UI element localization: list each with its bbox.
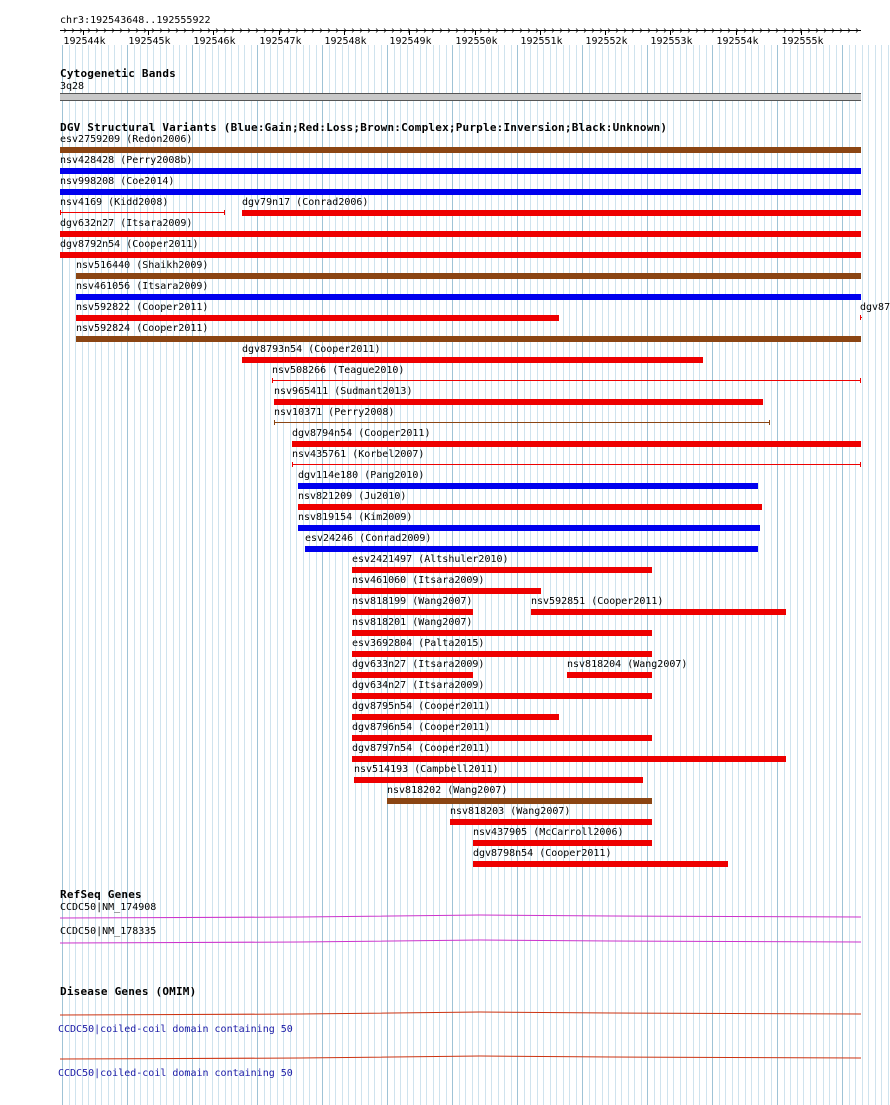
dgv-feature-label[interactable]: nsv428428 (Perry2008b) bbox=[60, 155, 193, 166]
ruler-tick-label: 192552k bbox=[585, 36, 628, 47]
dgv-feature-label[interactable]: nsv998208 (Coe2014) bbox=[60, 176, 175, 187]
ruler-tick-label: 192550k bbox=[455, 36, 498, 47]
position-label: chr3:192543648..192555922 bbox=[60, 15, 211, 26]
dgv-feature-label[interactable]: nsv818202 (Wang2007) bbox=[387, 785, 508, 796]
dgv-feature-label[interactable]: nsv437905 (McCarroll2006) bbox=[473, 827, 624, 838]
ruler-tick-label: 192551k bbox=[520, 36, 563, 47]
refseq-gene-label-2[interactable]: CCDC50|NM_178335 bbox=[60, 926, 157, 937]
omim-track-title[interactable]: Disease Genes (OMIM) bbox=[60, 985, 197, 998]
dgv-feature-label[interactable]: dgv632n27 (Itsara2009) bbox=[60, 218, 193, 229]
dgv-feature-label[interactable]: dgv8798n54 (Cooper2011) bbox=[473, 848, 612, 859]
dgv-feature-label[interactable]: dgv8795n54 (Cooper2011) bbox=[352, 701, 491, 712]
dgv-feature-label[interactable]: nsv435761 (Korbel2007) bbox=[292, 449, 425, 460]
dgv-track-title[interactable]: DGV Structural Variants (Blue:Gain;Red:Loss;Brown:Complex;Purple:Inversion;Black:Unknown) bbox=[60, 121, 668, 134]
ruler-tick-label: 192545k bbox=[128, 36, 171, 47]
dgv-feature-label[interactable]: nsv4169 (Kidd2008) bbox=[60, 197, 169, 208]
dgv-feature-label[interactable]: nsv10371 (Perry2008) bbox=[274, 407, 395, 418]
dgv-feature-label[interactable]: dgv87 bbox=[860, 302, 890, 313]
dgv-feature-label[interactable]: dgv634n27 (Itsara2009) bbox=[352, 680, 485, 691]
ruler-tick-label: 192554k bbox=[716, 36, 759, 47]
ruler-tick-label: 192555k bbox=[781, 36, 824, 47]
omim-entry-label-2[interactable]: CCDC50|coiled-coil domain containing 50 bbox=[58, 1068, 293, 1079]
dgv-feature-label[interactable]: dgv79n17 (Conrad2006) bbox=[242, 197, 369, 208]
dgv-feature-label[interactable]: esv2759209 (Redon2006) bbox=[60, 134, 193, 145]
dgv-feature-label[interactable]: esv2421497 (Altshuler2010) bbox=[352, 554, 509, 565]
ruler-tick-label: 192546k bbox=[193, 36, 236, 47]
ruler-tick-label: 192547k bbox=[259, 36, 302, 47]
dgv-feature-label[interactable]: nsv819154 (Kim2009) bbox=[298, 512, 413, 523]
dgv-feature-label[interactable]: dgv8793n54 (Cooper2011) bbox=[242, 344, 381, 355]
dgv-feature-label[interactable]: nsv592851 (Cooper2011) bbox=[531, 596, 664, 607]
ruler-tick-label: 192549k bbox=[389, 36, 432, 47]
dgv-feature-label[interactable]: dgv8794n54 (Cooper2011) bbox=[292, 428, 431, 439]
dgv-feature-label[interactable]: nsv818199 (Wang2007) bbox=[352, 596, 473, 607]
dgv-feature-label[interactable]: esv24246 (Conrad2009) bbox=[305, 533, 432, 544]
ruler-tick-label: 192544k bbox=[63, 36, 106, 47]
dgv-feature-label[interactable]: nsv461060 (Itsara2009) bbox=[352, 575, 485, 586]
dgv-feature-label[interactable]: nsv592824 (Cooper2011) bbox=[76, 323, 209, 334]
dgv-feature-label[interactable]: nsv821209 (Ju2010) bbox=[298, 491, 407, 502]
dgv-feature-label[interactable]: nsv965411 (Sudmant2013) bbox=[274, 386, 413, 397]
ruler-tick-label: 192548k bbox=[324, 36, 367, 47]
dgv-feature-label[interactable]: nsv508266 (Teague2010) bbox=[272, 365, 405, 376]
dgv-feature-label[interactable]: nsv592822 (Cooper2011) bbox=[76, 302, 209, 313]
dgv-feature-label[interactable]: nsv818203 (Wang2007) bbox=[450, 806, 571, 817]
dgv-feature-label[interactable]: dgv8792n54 (Cooper2011) bbox=[60, 239, 199, 250]
omim-entry-line-1 bbox=[60, 1012, 861, 1015]
dgv-feature-label[interactable]: dgv8797n54 (Cooper2011) bbox=[352, 743, 491, 754]
dgv-feature-label[interactable]: nsv461056 (Itsara2009) bbox=[76, 281, 209, 292]
cytoband-label: 3q28 bbox=[60, 81, 85, 92]
dgv-feature-label[interactable]: nsv516440 (Shaikh2009) bbox=[76, 260, 209, 271]
dgv-feature-label[interactable]: nsv818204 (Wang2007) bbox=[567, 659, 688, 670]
cytoband-track-title[interactable]: Cytogenetic Bands bbox=[60, 67, 176, 80]
dgv-feature-label[interactable]: nsv514193 (Campbell2011) bbox=[354, 764, 499, 775]
dgv-feature-label[interactable]: dgv8796n54 (Cooper2011) bbox=[352, 722, 491, 733]
dgv-feature-label[interactable]: dgv633n27 (Itsara2009) bbox=[352, 659, 485, 670]
dgv-feature-label[interactable]: nsv818201 (Wang2007) bbox=[352, 617, 473, 628]
dgv-feature-label[interactable]: dgv114e180 (Pang2010) bbox=[298, 470, 425, 481]
refseq-gene-label-1[interactable]: CCDC50|NM_174908 bbox=[60, 902, 157, 913]
dgv-feature-label[interactable]: esv3692804 (Palta2015) bbox=[352, 638, 485, 649]
ruler-tick-label: 192553k bbox=[650, 36, 693, 47]
omim-entry-line-2 bbox=[60, 1056, 861, 1059]
omim-entry-label-1[interactable]: CCDC50|coiled-coil domain containing 50 bbox=[58, 1024, 293, 1035]
refseq-track-title[interactable]: RefSeq Genes bbox=[60, 888, 142, 901]
